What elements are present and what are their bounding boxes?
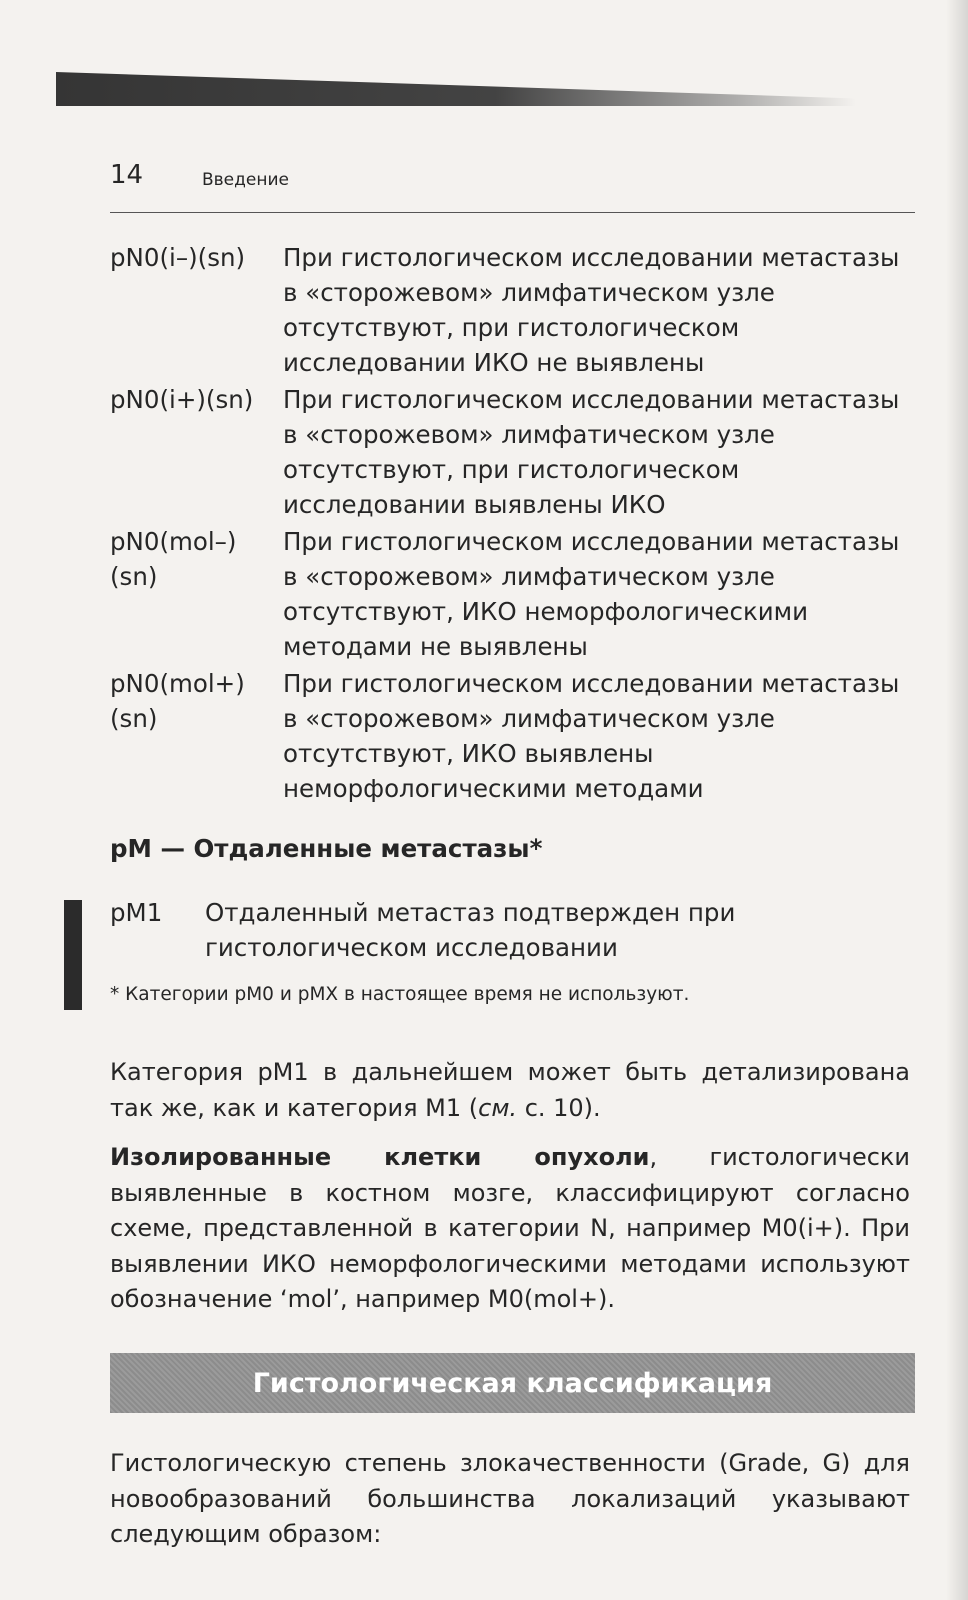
definition-row — [110, 524, 910, 664]
footnote: * Категории pM0 и pMX в настоящее время не используют. — [110, 984, 690, 1005]
pm1-definition-row — [110, 895, 910, 965]
paragraph-text: , гистологически выявленные в костном мозге, классифицируют согласно схеме, представленной в категории N, например M0(i+). При выявлении ИКО неморфологическими методами используют обозначение ‘mol’, например M0(mol+). — [110, 1143, 911, 1313]
page-number: 14 — [110, 160, 144, 190]
pn0-definition-list — [110, 240, 910, 808]
definition-description: При гистологическом исследовании метастазы в «сторожевом» лимфатическом узле отсутствуют, при гистологическом исследовании ИКО не выявлены — [283, 243, 900, 377]
definition-description: При гистологическом исследовании метастазы в «сторожевом» лимфатическом узле отсутствуют, при гистологическом исследовании выявлены ИКО — [283, 385, 900, 519]
paragraph-text: Категория pM1 в дальнейшем может быть детализирована так же, как и категория M1 ( — [110, 1058, 910, 1122]
term-highlight: Изолированные клетки опухоли — [110, 1143, 650, 1171]
definition-row — [110, 240, 910, 380]
definition-description: При гистологическом исследовании метастазы в «сторожевом» лимфатическом узле отсутствуют, ИКО выявлены неморфологическими методами — [283, 669, 900, 803]
section-banner — [110, 1353, 915, 1413]
paragraph-pm1-detail — [110, 1055, 910, 1126]
page-top-shadow — [56, 72, 856, 106]
definition-term: pN0(mol–) (sn) — [110, 527, 237, 591]
definition-description: Отдаленный метастаз подтвержден при гистологическом исследовании — [205, 898, 736, 962]
paragraph-text: с. 10). — [517, 1093, 601, 1122]
paragraph-grade-intro: Гистологическую степень злокачественности (Grade, G) для новообразований большинства локализаций указывают следующим образом: — [110, 1449, 910, 1548]
cross-reference: см. — [478, 1093, 518, 1122]
definition-description: При гистологическом исследовании метастазы в «сторожевом» лимфатическом узле отсутствуют, ИКО неморфологическими методами не выявлены — [283, 527, 900, 661]
definition-term: pN0(i+)(sn) — [110, 385, 254, 414]
definition-row — [110, 382, 910, 522]
definition-term: pN0(mol+) (sn) — [110, 669, 245, 733]
margin-change-bar — [64, 900, 82, 1010]
running-header — [110, 160, 915, 213]
definition-term: pN0(i–)(sn) — [110, 243, 246, 272]
section-title: Гистологическая классификация — [252, 1367, 773, 1399]
running-header-section: Введение — [202, 170, 289, 190]
paragraph-isolated-cells — [110, 1140, 910, 1318]
pm-section-heading: pM — Отдаленные метастазы* — [110, 834, 543, 863]
definition-row — [110, 666, 910, 806]
page-edge-shadow — [946, 0, 968, 1600]
definition-term: pM1 — [110, 898, 163, 927]
